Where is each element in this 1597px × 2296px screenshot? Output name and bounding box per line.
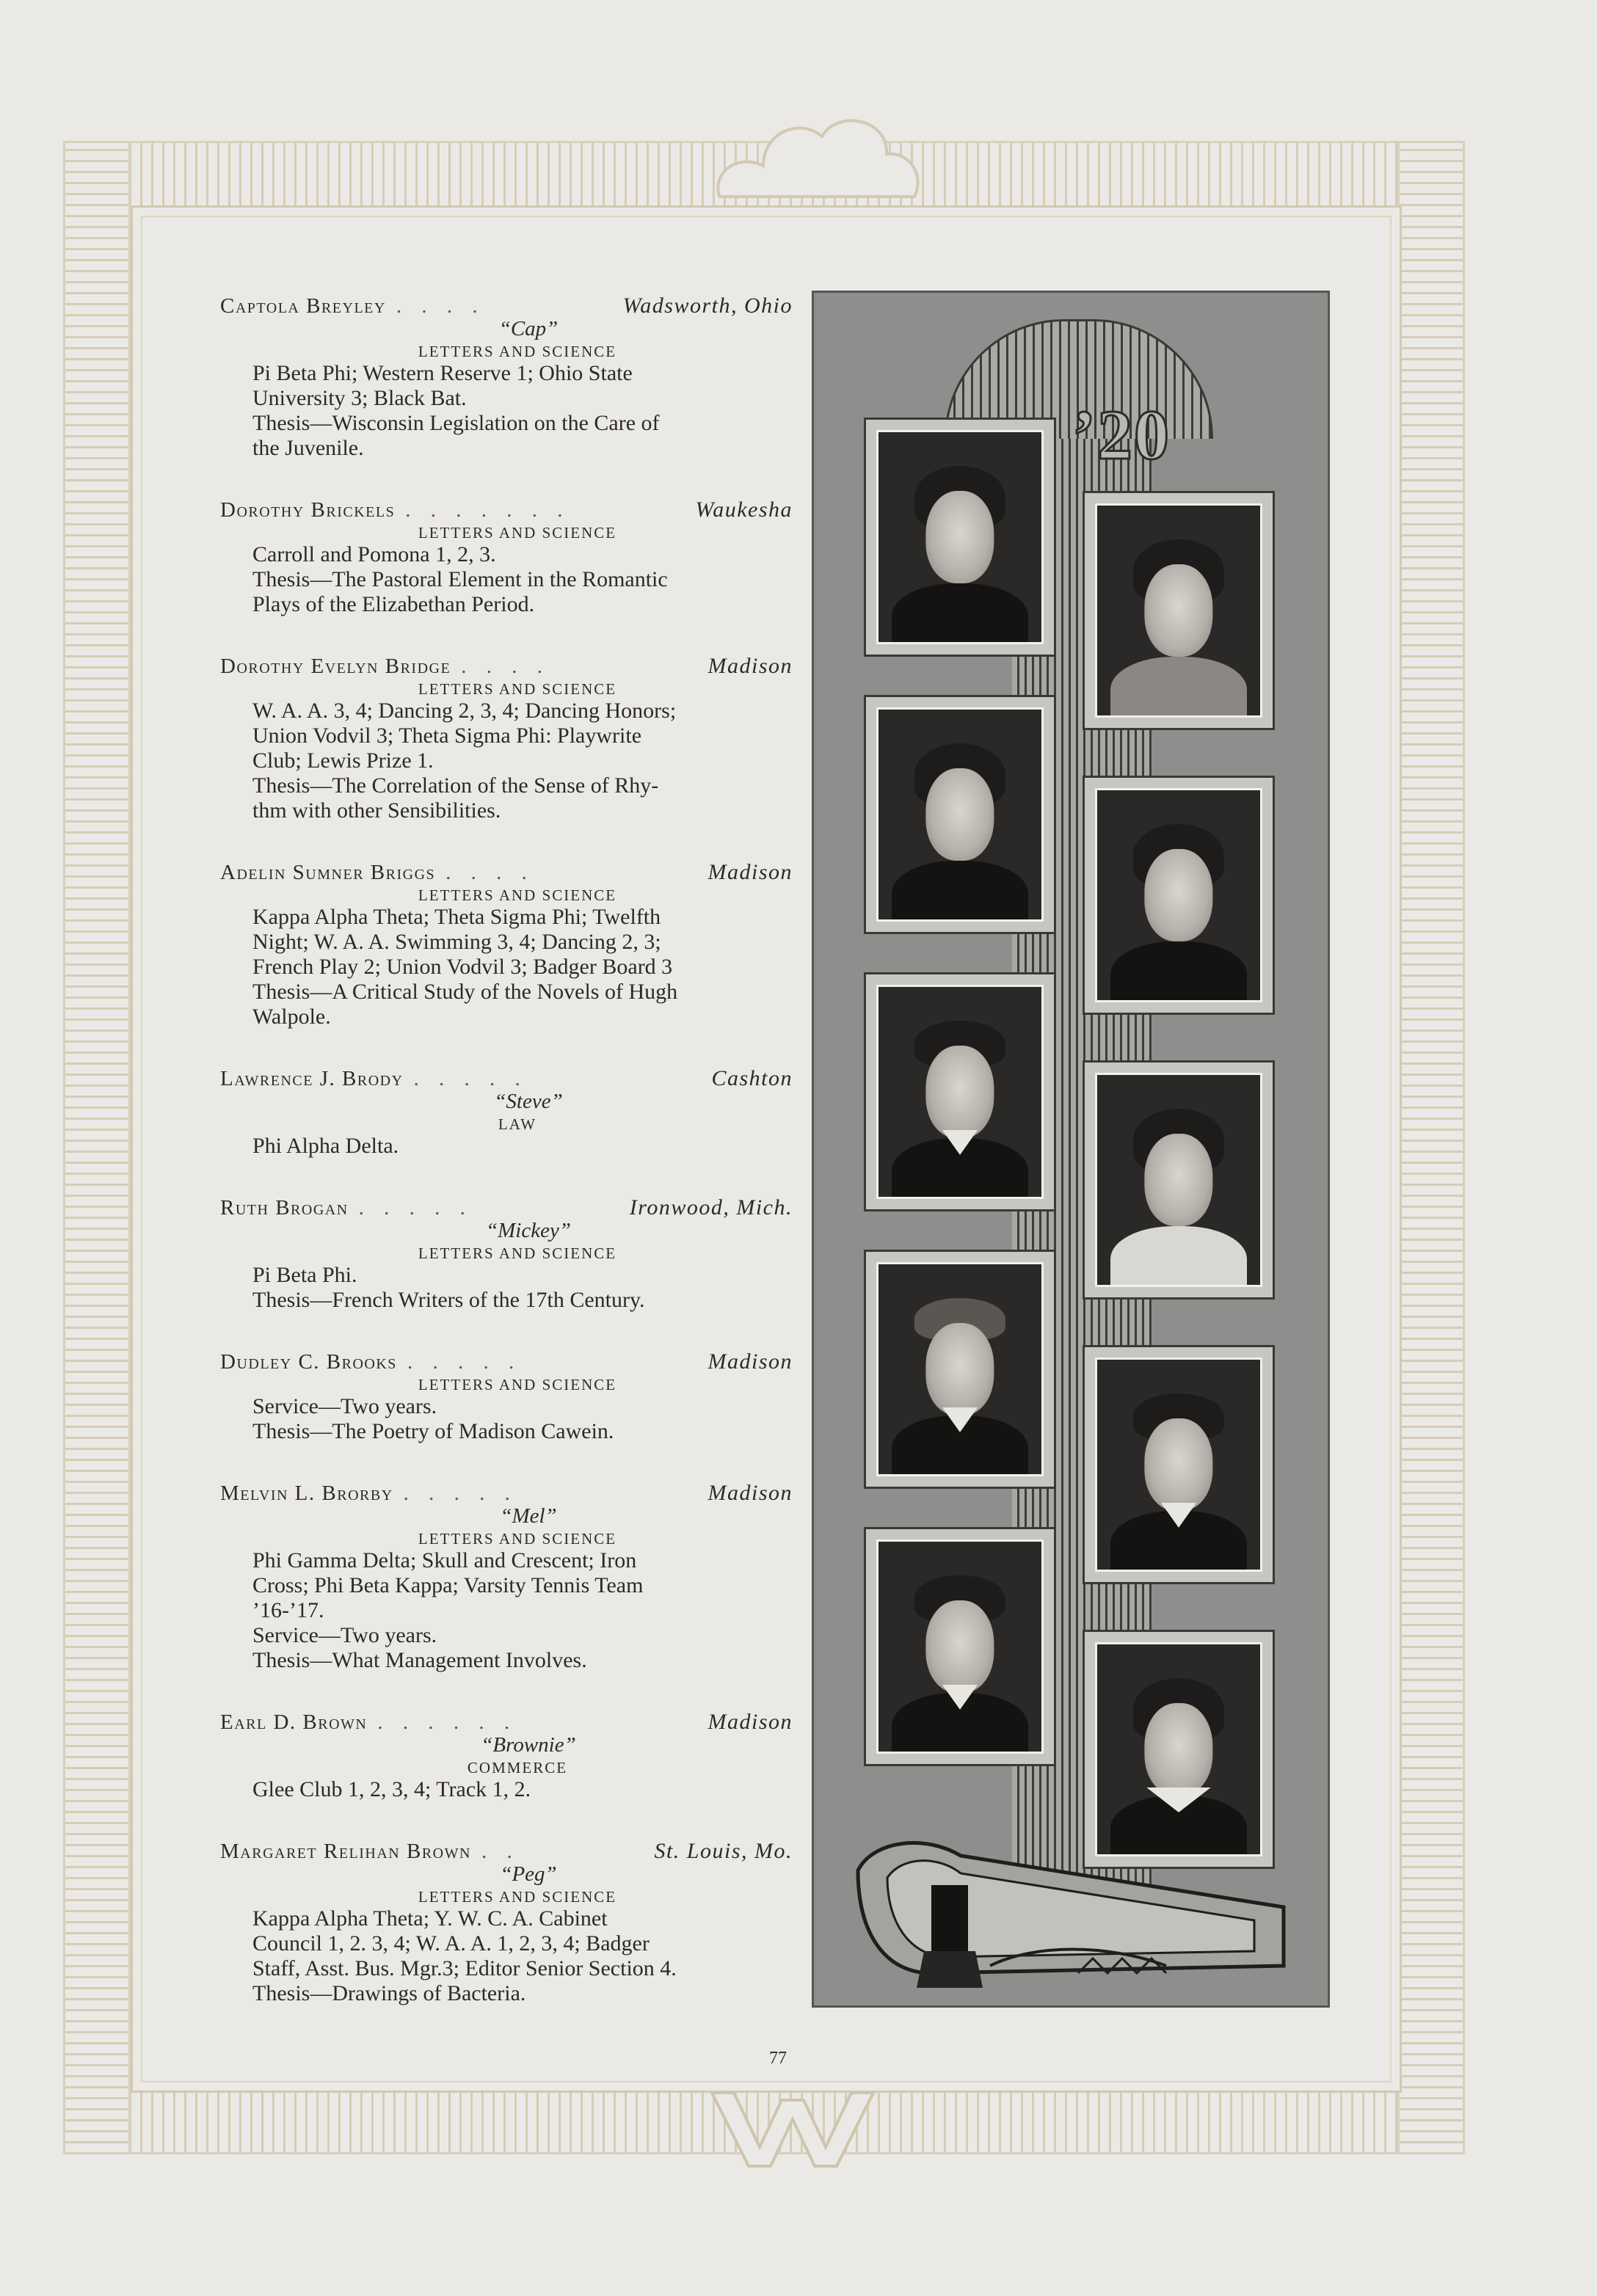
activity-line: Staff, Asst. Bus. Mgr.3; Editor Senior Section 4.	[252, 1956, 677, 1980]
college-label: LETTERS AND SCIENCE	[418, 1376, 617, 1393]
activity-line: Thesis—The Correlation of the Sense of Rhy-	[252, 773, 659, 798]
portrait-photo	[1083, 1060, 1275, 1300]
college-label: LETTERS AND SCIENCE	[418, 1888, 617, 1906]
portrait-photo	[864, 695, 1056, 934]
entry-header	[220, 1839, 793, 1864]
college-label: LETTERS AND SCIENCE	[418, 1530, 617, 1548]
hometown: Waukesha	[695, 498, 793, 522]
activity-line: Phi Alpha Delta.	[252, 1134, 399, 1158]
activity-line: Thesis—A Critical Study of the Novels of Hugh	[252, 980, 678, 1004]
dot-leader: . . . . . .	[377, 1710, 517, 1734]
senior-entry	[220, 1710, 793, 1802]
portrait-panel	[812, 291, 1330, 2008]
nickname: “Steve”	[494, 1090, 563, 1113]
senior-entries-column	[220, 294, 793, 2043]
senior-entry	[220, 1839, 793, 2006]
activity-line: Plays of the Elizabethan Period.	[252, 592, 535, 616]
dot-leader: . . . .	[461, 655, 550, 678]
entry-header	[220, 1481, 793, 1506]
dot-leader: . . . . .	[403, 1482, 517, 1505]
entry-header	[220, 498, 793, 522]
page-frame-left-band	[63, 141, 131, 2154]
student-name: Ruth Brogan	[220, 1196, 349, 1220]
activity-line: Kappa Alpha Theta; Theta Sigma Phi; Twelfth	[252, 905, 661, 929]
activity-line: Pi Beta Phi.	[252, 1263, 357, 1287]
activity-line: Pi Beta Phi; Western Reserve 1; Ohio State	[252, 361, 633, 385]
hometown: Madison	[707, 1349, 793, 1374]
senior-entry	[220, 654, 793, 823]
nickname: “Mel”	[500, 1504, 557, 1528]
student-name: Dorothy Brickels	[220, 498, 396, 522]
student-name: Lawrence J. Brody	[220, 1067, 404, 1090]
portrait-photo	[864, 1250, 1056, 1489]
w-monogram-ornament-icon	[705, 2090, 881, 2171]
page-frame-right-band	[1397, 141, 1465, 2154]
entry-header	[220, 860, 793, 885]
senior-entry	[220, 1066, 793, 1159]
dot-leader: . . . .	[396, 294, 485, 318]
senior-entry	[220, 1195, 793, 1313]
dot-leader: . . . . . . .	[405, 498, 570, 522]
activity-line: Walpole.	[252, 1005, 331, 1029]
senior-entry	[220, 1481, 793, 1673]
dot-leader: . .	[481, 1840, 520, 1863]
activity-line: Kappa Alpha Theta; Y. W. C. A. Cabinet	[252, 1906, 608, 1931]
student-name: Margaret Relihan Brown	[220, 1840, 471, 1863]
senior-entry	[220, 498, 793, 617]
portrait-photo	[1083, 776, 1275, 1015]
entry-header	[220, 1195, 793, 1220]
entry-header	[220, 654, 793, 679]
hometown: St. Louis, Mo.	[654, 1839, 793, 1863]
activity-line: University 3; Black Bat.	[252, 386, 467, 410]
senior-entry	[220, 860, 793, 1029]
activity-line: W. A. A. 3, 4; Dancing 2, 3, 4; Dancing Honors;	[252, 699, 677, 723]
cloud-ornament-icon	[705, 103, 925, 198]
activity-line: Thesis—French Writers of the 17th Century.	[252, 1288, 645, 1312]
activity-line: Thesis—Drawings of Bacteria.	[252, 1981, 526, 2005]
hometown: Wadsworth, Ohio	[622, 294, 793, 318]
portrait-photo	[864, 1527, 1056, 1766]
activity-line: French Play 2; Union Vodvil 3; Badger Board 3	[252, 955, 673, 979]
activity-line: thm with other Sensibilities.	[252, 798, 501, 823]
hometown: Madison	[707, 1710, 793, 1734]
portrait-photo	[1083, 491, 1275, 730]
senior-entry	[220, 1349, 793, 1444]
entry-header	[220, 294, 793, 318]
student-name: Dorothy Evelyn Bridge	[220, 655, 451, 678]
hometown: Madison	[707, 654, 793, 678]
activity-line: Thesis—The Pastoral Element in the Romantic	[252, 567, 668, 591]
student-name: Captola Breyley	[220, 294, 386, 318]
activity-line: Carroll and Pomona 1, 2, 3.	[252, 542, 496, 566]
hometown: Ironwood, Mich.	[629, 1195, 793, 1220]
college-label: LETTERS AND SCIENCE	[418, 1244, 617, 1262]
activity-line: Council 1, 2. 3, 4; W. A. A. 1, 2, 3, 4; Badger	[252, 1931, 650, 1956]
activity-line: Union Vodvil 3; Theta Sigma Phi: Playwrite	[252, 724, 642, 748]
activity-line: ’16-’17.	[252, 1598, 324, 1622]
activity-line: Phi Gamma Delta; Skull and Crescent; Iron	[252, 1548, 637, 1572]
college-label: LETTERS AND SCIENCE	[418, 524, 617, 542]
activity-line: Glee Club 1, 2, 3, 4; Track 1, 2.	[252, 1777, 531, 1801]
activity-line: Cross; Phi Beta Kappa; Varsity Tennis Team	[252, 1573, 644, 1597]
activity-line: Club; Lewis Prize 1.	[252, 748, 434, 773]
activity-line: Service—Two years.	[252, 1623, 437, 1647]
hometown: Madison	[707, 1481, 793, 1505]
student-name: Melvin L. Brorby	[220, 1482, 393, 1505]
activity-line: Thesis—What Management Involves.	[252, 1648, 587, 1672]
activity-line: Night; W. A. A. Swimming 3, 4; Dancing 2, 3;	[252, 930, 661, 954]
college-label: LAW	[498, 1115, 537, 1133]
nickname: “Cap”	[498, 317, 559, 340]
college-label: COMMERCE	[467, 1759, 568, 1776]
entry-header	[220, 1349, 793, 1374]
entry-header	[220, 1710, 793, 1735]
activity-line: Thesis—Wisconsin Legislation on the Care of	[252, 411, 660, 435]
dot-leader: . . . . .	[407, 1350, 522, 1374]
activity-line: Service—Two years.	[252, 1394, 437, 1418]
activity-line: the Juvenile.	[252, 436, 364, 460]
dot-leader: . . . . .	[413, 1067, 528, 1090]
nickname: “Mickey”	[486, 1219, 571, 1242]
student-name: Dudley C. Brooks	[220, 1350, 397, 1374]
dot-leader: . . . . .	[358, 1196, 473, 1220]
page-number: 77	[769, 2049, 787, 2068]
student-name: Adelin Sumner Briggs	[220, 861, 436, 884]
portrait-photo	[864, 418, 1056, 657]
dot-leader: . . . .	[445, 861, 534, 884]
student-name: Earl D. Brown	[220, 1710, 368, 1734]
class-year-mark: ’20	[1072, 396, 1171, 474]
entry-header	[220, 1066, 793, 1091]
hometown: Cashton	[711, 1066, 793, 1090]
activity-line: Thesis—The Poetry of Madison Cawein.	[252, 1419, 614, 1443]
portrait-photo	[864, 972, 1056, 1211]
nickname: “Brownie”	[481, 1733, 576, 1757]
college-label: LETTERS AND SCIENCE	[418, 343, 617, 360]
nickname: “Peg”	[500, 1862, 557, 1886]
fountain-pen-ornament-icon	[843, 1826, 1298, 1995]
portrait-photo	[1083, 1345, 1275, 1584]
senior-entry	[220, 294, 793, 461]
college-label: LETTERS AND SCIENCE	[418, 886, 617, 904]
hometown: Madison	[707, 860, 793, 884]
college-label: LETTERS AND SCIENCE	[418, 680, 617, 698]
